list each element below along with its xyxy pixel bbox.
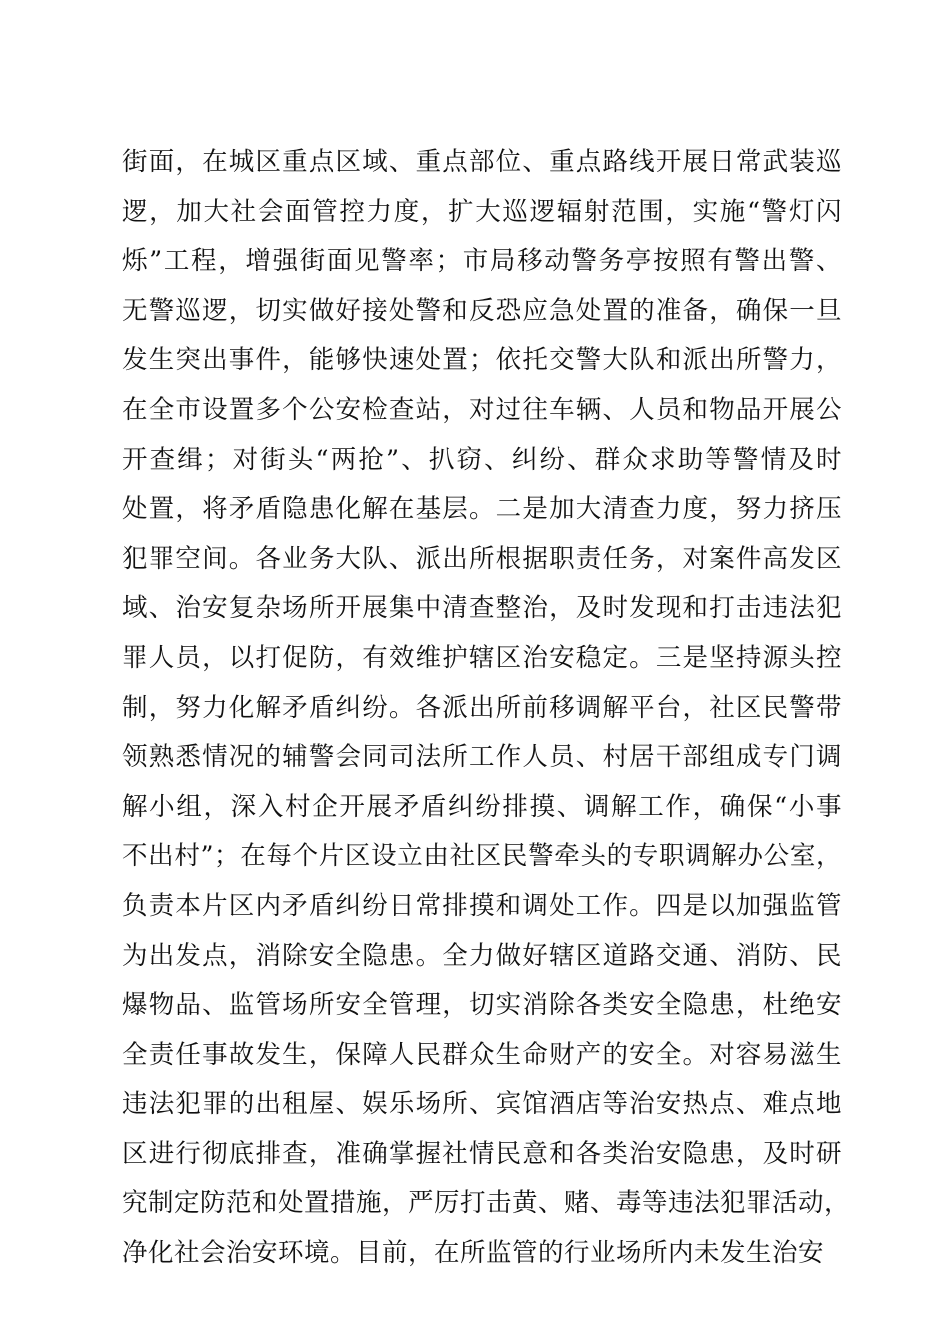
text-line: 解小组，深入村企开展矛盾纠纷排摸、调解工作，确保“小事: [122, 791, 842, 822]
text-line: 违法犯罪的出租屋、娱乐场所、宾馆酒店等治安热点、难点地: [122, 1089, 842, 1120]
text-line: 街面，在城区重点区域、重点部位、重点路线开展日常武装巡: [122, 147, 842, 177]
text-line: 领熟悉情况的辅警会同司法所工作人员、村居干部组成专门调: [122, 742, 842, 773]
text-line: 无警巡逻，切实做好接处警和反恐应急处置的准备，确保一旦: [122, 295, 842, 326]
text-line: 在全市设置多个公安检查站，对过往车辆、人员和物品开展公: [122, 394, 842, 425]
text-line: 区进行彻底排查，准确掌握社情民意和各类治安隐患，及时研: [122, 1138, 842, 1169]
text-line: 开查缉；对街头“两抢”、扒窃、纠纷、群众求助等警情及时: [122, 444, 842, 475]
text-line: 发生突出事件，能够快速处置；依托交警大队和派出所警力，: [122, 345, 842, 376]
body-text: [122, 138, 851, 1279]
text-line: 全责任事故发生，保障人民群众生命财产的安全。对容易滋生: [122, 1039, 842, 1070]
text-line: 烁”工程，增强街面见警率；市局移动警务亭按照有警出警、: [122, 246, 842, 277]
text-line: 逻，加大社会面管控力度，扩大巡逻辐射范围，实施“警灯闪: [122, 196, 842, 227]
text-line: 爆物品、监管场所安全管理，切实消除各类安全隐患，杜绝安: [122, 990, 842, 1021]
text-line: 负责本片区内矛盾纠纷日常排摸和调处工作。四是以加强监管: [122, 890, 842, 921]
text-line: 净化社会治安环境。目前，在所监管的行业场所内未发生治安: [122, 1238, 825, 1269]
text-line: 制，努力化解矛盾纠纷。各派出所前移调解平台，社区民警带: [122, 692, 842, 723]
text-line: 究制定防范和处置措施，严厉打击黄、赌、毒等违法犯罪活动，: [122, 1188, 851, 1219]
text-line: 不出村”；在每个片区设立由社区民警牵头的专职调解办公室，: [122, 841, 842, 872]
text-line: 罪人员，以打促防，有效维护辖区治安稳定。三是坚持源头控: [122, 642, 842, 673]
text-line: 域、治安复杂场所开展集中清查整治，及时发现和打击违法犯: [122, 593, 842, 624]
text-line: 处置，将矛盾隐患化解在基层。二是加大清查力度，努力挤压: [122, 494, 842, 525]
text-line: 为出发点，消除安全隐患。全力做好辖区道路交通、消防、民: [122, 940, 842, 971]
text-line: 犯罪空间。各业务大队、派出所根据职责任务，对案件高发区: [122, 543, 842, 574]
